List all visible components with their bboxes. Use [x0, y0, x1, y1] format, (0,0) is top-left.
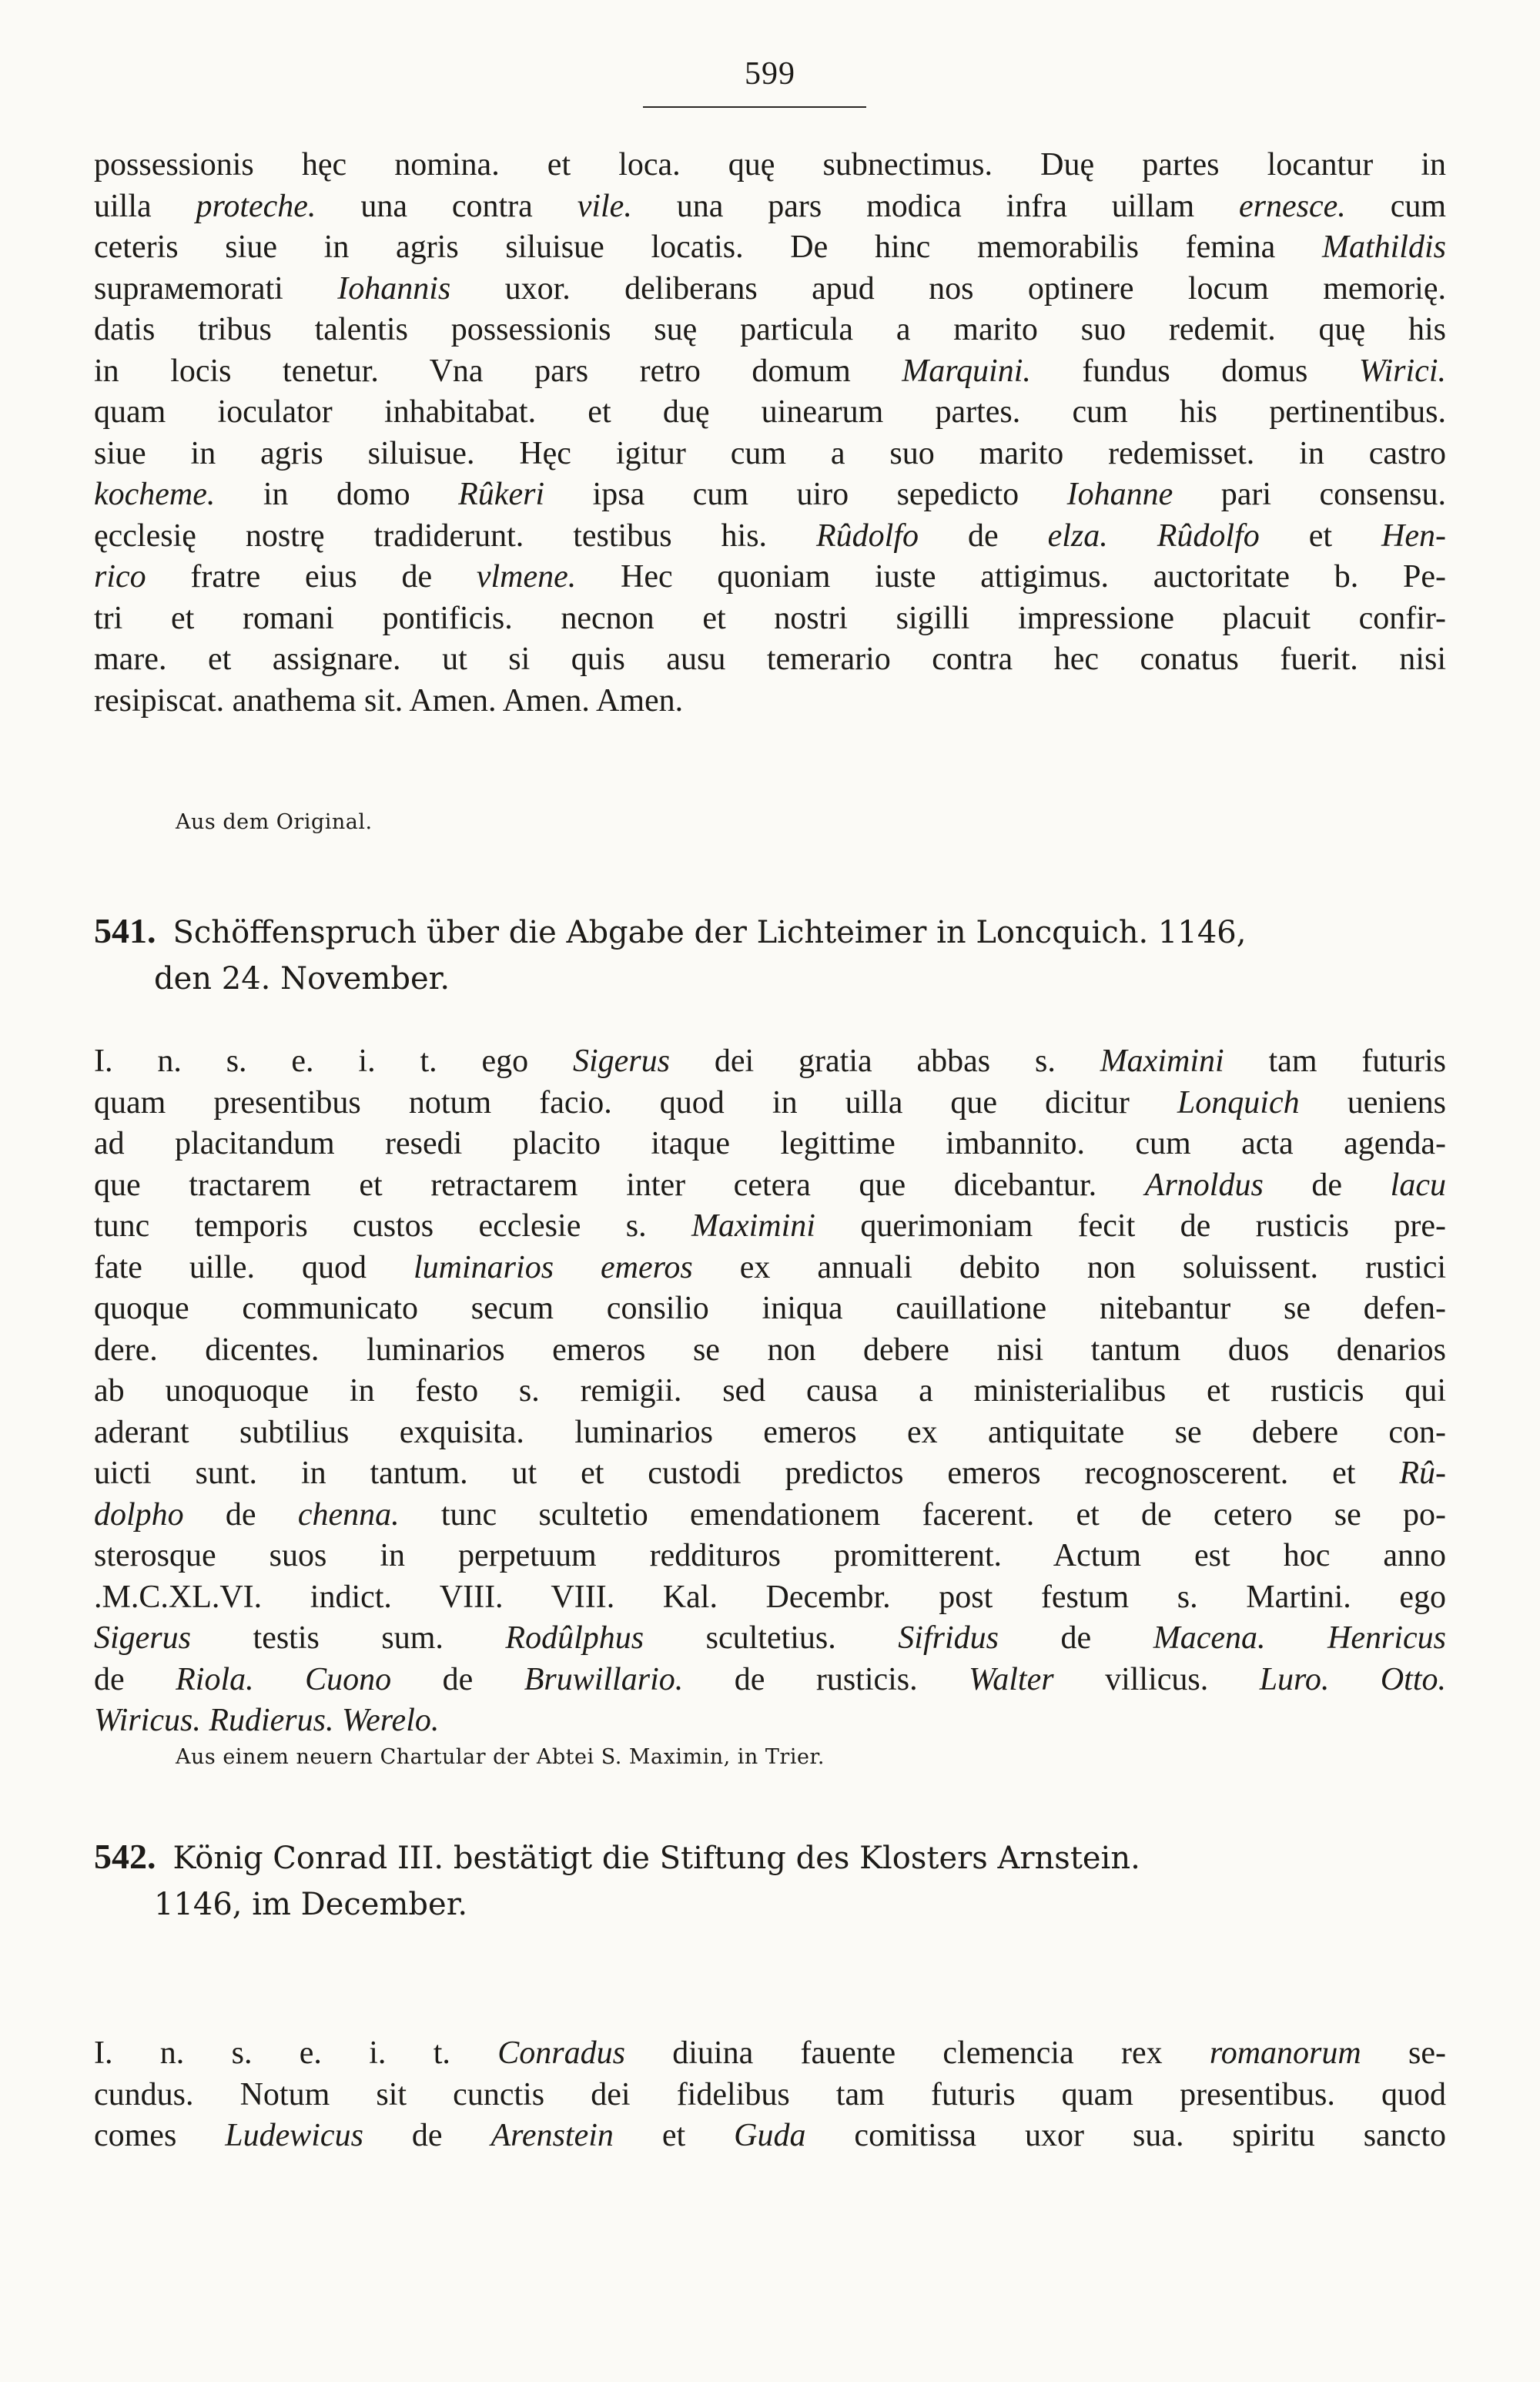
continuation-line [94, 186, 1446, 228]
text-run: sterosque suos in perpetuum reddituros promitterent. Actum est hoc anno [94, 1538, 1446, 1573]
doc-541-line [94, 1536, 1446, 1577]
text-run: ipsa cum uiro sepedicto [544, 477, 1067, 512]
doc-541-line [94, 1165, 1446, 1207]
text-run: una contra [316, 188, 578, 224]
text-run: de [94, 1661, 176, 1697]
text-run: quoque communicato secum consilio iniqua cauillatione nitebantur se defen- [94, 1291, 1446, 1326]
text-run: fate uille. quod [94, 1249, 414, 1285]
italic-name: Werelo. [342, 1703, 440, 1738]
italic-name: elza. [1047, 518, 1108, 554]
italic-name: ernesce. [1239, 188, 1346, 224]
italic-name: Guda [734, 2118, 806, 2153]
italic-name: Iohannis [337, 270, 451, 307]
continuation-line [94, 639, 1446, 681]
doc-541-line [94, 1453, 1446, 1495]
page-number: 599 [745, 56, 795, 92]
doc-542-number: 542. [94, 1837, 156, 1876]
text-run: de [183, 1496, 298, 1533]
text-run: tam futuris [1224, 1044, 1446, 1079]
italic-name: Rû- [1399, 1456, 1446, 1491]
doc-541-line [94, 1660, 1446, 1701]
italic-name: Hen- [1381, 518, 1446, 554]
italic-name: Arenstein [490, 2118, 614, 2153]
italic-name: Ludewicus [225, 2118, 363, 2153]
italic-name: Mathildis [1321, 229, 1446, 265]
continuation-line [94, 681, 1446, 722]
italic-name: Sigerus [572, 1044, 670, 1079]
italic-name: kocheme. [94, 477, 216, 512]
doc-541-line [94, 1412, 1446, 1454]
text-run: ad placitandum resedi placito itaque legittime imbannito. cum acta agenda- [94, 1126, 1446, 1161]
text-run: et [613, 2118, 735, 2153]
text-run: aderant subtilius exquisita. luminarios emeros ex antiquitate se debere con- [94, 1414, 1446, 1450]
text-run: suprамemorati [94, 270, 338, 307]
doc-541-line [94, 1618, 1446, 1660]
italic-name: lacu [1390, 1167, 1446, 1203]
italic-name: Sifridus [898, 1620, 999, 1656]
italic-name: vile. [577, 188, 632, 224]
doc-541-date: den 24. November. [154, 961, 450, 997]
text-run: tunc temporis custos ecclesie s. [94, 1208, 691, 1244]
text-run: tri et romani pontificis. necnon et nostri sigilli impressione placuit confir- [94, 600, 1446, 636]
italic-name: Rûdolfo [816, 518, 919, 554]
italic-name: Rodûlphus [505, 1620, 644, 1656]
doc-542-line [94, 2075, 1446, 2116]
italic-name: dolpho [94, 1496, 184, 1533]
text-run: ęcclesię nostrę tradiderunt. testibus his. [94, 518, 817, 554]
italic-name: Rûdolfo [1157, 518, 1260, 554]
text-run: de [1263, 1167, 1391, 1203]
text-run: uilla [94, 188, 196, 224]
text-run: cundus. Notum sit cunctis dei fidelibus tam futuris quam presentibus. quod [94, 2076, 1446, 2112]
doc-542-line [94, 2033, 1446, 2075]
text-run [201, 1703, 209, 1738]
doc-541-line [94, 1041, 1446, 1083]
italic-name: Luro. [1259, 1661, 1330, 1697]
text-run: quam ioculator inhabitabat. et duę uinearum partes. cum his pertinentibus. [94, 394, 1446, 430]
text-run: se- [1361, 2035, 1446, 2071]
text-run: ueniens [1299, 1084, 1446, 1121]
text-run: de [919, 518, 1048, 554]
source-note-chartular: Aus einem neuern Chartular der Abtei S. Maximin, in Trier. [176, 1745, 825, 1769]
text-run: dei gratia abbas s. [669, 1044, 1100, 1079]
text-run: datis tribus talentis possessionis suę particula a marito suo redemit. quę his [94, 312, 1446, 347]
text-run: de rusticis. [683, 1661, 969, 1697]
doc-541-line [94, 1206, 1446, 1248]
text-run: scultetius. [644, 1620, 899, 1656]
continuation-line [94, 516, 1446, 558]
italic-name: luminarios emeros [413, 1249, 693, 1285]
text-run: de [363, 2118, 491, 2153]
doc-542-heading [94, 1833, 1446, 1928]
continuation-line [94, 598, 1446, 640]
italic-name: Wirici. [1358, 353, 1446, 389]
text-run: ex annuali debito non soluissent. rustici [692, 1249, 1446, 1285]
text-run: et [1259, 518, 1382, 554]
doc-541-line [94, 1371, 1446, 1412]
doc-541-line [94, 1248, 1446, 1289]
text-run [1329, 1662, 1380, 1697]
text-run: uicti sunt. in tantum. ut et custodi predictos emeros recognoscerent. et [94, 1456, 1400, 1491]
doc-542-text [94, 2033, 1446, 2157]
text-run: siue in agris siluisue. Hęc igitur cum a suo marito redemisset. in castro [94, 435, 1446, 471]
doc-541-number: 541. [94, 911, 156, 950]
doc-542-line [94, 2116, 1446, 2157]
italic-name: chenna. [297, 1496, 400, 1533]
text-run: in locis tenetur. Vna pars retro domum [94, 353, 902, 389]
text-run: fundus domus [1030, 353, 1359, 389]
text-run: mare. et assignare. ut si quis ausu temerario contra hec conatus fuerit. nisi [94, 642, 1446, 677]
text-run [254, 1662, 305, 1697]
text-run: de [391, 1661, 524, 1697]
continuation-line [94, 392, 1446, 434]
italic-name: romanorum [1209, 2035, 1361, 2071]
text-run: dere. dicentes. luminarios emeros se non debere nisi tantum duos denarios [94, 1332, 1446, 1368]
text-run: in domo [215, 477, 459, 512]
italic-name: Macena. [1153, 1620, 1266, 1656]
italic-name: vlmene. [476, 559, 577, 595]
text-run: cum [1345, 188, 1446, 224]
text-run: comes [94, 2118, 226, 2153]
italic-name: Riola. [176, 1661, 254, 1697]
italic-name: Maximini [1100, 1044, 1224, 1079]
text-run: comitissa uxor sua. spiritu sancto [805, 2118, 1446, 2153]
doc-541-text [94, 1041, 1446, 1742]
text-run: I. n. s. e. i. t. ego [94, 1044, 573, 1079]
text-run: possessionis hęc nomina. et loca. quę subnectimus. Duę partes locantur in [94, 147, 1446, 183]
doc-542-date: 1146, im December. [154, 1887, 468, 1922]
continuation-line [94, 310, 1446, 351]
italic-name: Iohanne [1066, 477, 1173, 512]
doc-541-line [94, 1124, 1446, 1165]
italic-name: Arnoldus [1144, 1167, 1264, 1203]
doc-542-title-line-2 [94, 1881, 1446, 1928]
doc-541-title: Schöffenspruch über die Abgabe der Lichteimer in Loncquich. 1146, [172, 915, 1247, 950]
doc-541-line [94, 1288, 1446, 1330]
text-run [334, 1703, 343, 1738]
continuation-line [94, 557, 1446, 598]
header-rule [643, 106, 866, 108]
continuation-text [94, 145, 1446, 722]
italic-name: Rûkeri [458, 477, 545, 512]
italic-name: proteche. [196, 188, 316, 224]
doc-541-line [94, 1700, 1446, 1742]
italic-name: Walter [969, 1661, 1054, 1697]
italic-name: Lonquich [1177, 1084, 1300, 1121]
text-run [1108, 518, 1157, 554]
text-run: villicus. [1053, 1661, 1260, 1697]
text-run: tunc scultetio emendationem facerent. et de cetero se po- [399, 1496, 1446, 1533]
continuation-line [94, 145, 1446, 186]
text-run: que tractarem et retractarem inter cetera que dicebantur. [94, 1167, 1145, 1203]
doc-542-title: König Conrad III. bestätigt die Stiftung des Klosters Arnstein. [172, 1841, 1140, 1876]
italic-name: Rudierus. [209, 1703, 334, 1738]
text-run: ab unoquoque in festo s. remigii. sed causa a ministerialibus et rusticis qui [94, 1373, 1446, 1409]
text-run: .M.C.XL.VI. indict. VIII. VIII. Kal. Decembr. post festum s. Martini. ego [94, 1579, 1446, 1615]
continuation-line [94, 434, 1446, 475]
continuation-line [94, 474, 1446, 516]
continuation-line [94, 227, 1446, 269]
text-run: resipiscat. anathema sit. Amen. Amen. Amen. [94, 682, 684, 719]
italic-name: Marquini. [902, 353, 1031, 389]
italic-name: Wiricus. [94, 1703, 201, 1738]
doc-541-line [94, 1330, 1446, 1372]
doc-541-heading [94, 907, 1446, 1003]
italic-name: Cuono [305, 1661, 392, 1697]
text-run: I. n. s. e. i. t. [94, 2035, 498, 2071]
text-run: fratre eius de [146, 559, 477, 595]
doc-541-title-line-2 [94, 955, 1446, 1003]
italic-name: Sigerus [94, 1620, 191, 1656]
doc-542-title-line-1 [94, 1833, 1446, 1881]
italic-name: Bruwillario. [524, 1661, 684, 1697]
text-run: quam presentibus notum facio. quod in uilla que dicitur [94, 1084, 1177, 1121]
italic-name: rico [94, 559, 146, 595]
continuation-line [94, 351, 1446, 393]
text-run: querimoniam fecit de rusticis pre- [815, 1208, 1446, 1244]
source-note-original: Aus dem Original. [176, 810, 373, 834]
text-run: uxor. deliberans apud nos optinere locum memorię. [450, 270, 1446, 307]
text-run: diuina fauente clemencia rex [624, 2035, 1210, 2071]
text-run: una pars modica infra uillam [631, 188, 1240, 224]
continuation-line [94, 269, 1446, 310]
text-run [1265, 1620, 1327, 1656]
italic-name: Conradus [497, 2035, 625, 2071]
text-run: de [999, 1620, 1153, 1656]
italic-name: Otto. [1380, 1661, 1446, 1697]
doc-541-line [94, 1577, 1446, 1619]
doc-541-line [94, 1495, 1446, 1536]
doc-541-title-line-1 [94, 907, 1446, 955]
text-run: ceteris siue in agris siluisue locatis. De hinc memorabilis femina [94, 229, 1322, 265]
text-run: pari consensu. [1173, 477, 1446, 512]
text-run: Hec quoniam iuste attigimus. auctoritate b. Pe- [576, 559, 1446, 595]
italic-name: Maximini [691, 1208, 815, 1244]
italic-name: Henricus [1327, 1620, 1446, 1656]
doc-541-line [94, 1083, 1446, 1124]
text-run: testis sum. [191, 1620, 506, 1656]
